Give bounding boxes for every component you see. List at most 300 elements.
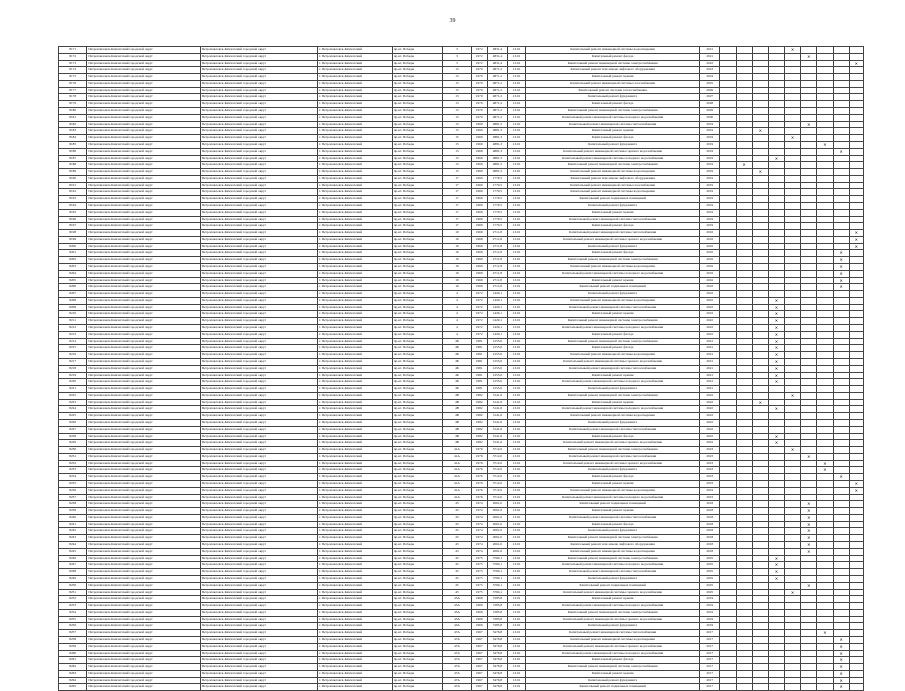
- cell-settlement: Петропавловск-Камчатский городской округ: [200, 508, 317, 515]
- cell-house-number: 19: [443, 277, 471, 284]
- mark-cell: [752, 542, 768, 549]
- cell-locality: г. Петропавловск-Камчатский: [317, 128, 392, 135]
- mark-cell: [785, 487, 801, 494]
- mark-x-icon: ✕: [768, 372, 784, 379]
- cell-locality: г. Петропавловск-Камчатский: [317, 114, 392, 121]
- cell-street: пр-кт. Победы: [392, 148, 443, 155]
- mark-cell: [736, 514, 752, 521]
- cell-street: пр-кт. Победы: [392, 196, 443, 203]
- mark-cell: [720, 250, 736, 257]
- cell-locality: г. Петропавловск-Камчатский: [317, 535, 392, 542]
- table-row: [59, 141, 864, 148]
- mark-cell: [752, 630, 768, 637]
- mark-cell: [736, 582, 752, 589]
- mark-cell: [833, 345, 849, 352]
- cell-street: пр-кт. Победы: [392, 162, 443, 169]
- cell-work-type: Капитальный ремонт фасада: [526, 135, 700, 142]
- mark-cell: [833, 87, 849, 94]
- cell-locality: г. Петропавловск-Камчатский: [317, 528, 392, 535]
- cell-row-id: 8176: [59, 80, 87, 87]
- mark-cell: [785, 175, 801, 182]
- mark-cell: [849, 358, 863, 365]
- cell-municipality: Петропавловск-Камчатский городской округ: [87, 528, 200, 535]
- cell-municipality: Петропавловск-Камчатский городской округ: [87, 162, 200, 169]
- cell-municipality: Петропавловск-Камчатский городской округ: [87, 453, 200, 460]
- mark-cell: [736, 419, 752, 426]
- mark-cell: [817, 155, 833, 162]
- cell-plan-year: 2018: [700, 521, 720, 528]
- mark-cell: [817, 243, 833, 250]
- mark-cell: [817, 372, 833, 379]
- mark-cell: [833, 508, 849, 515]
- mark-cell: [849, 413, 863, 420]
- cell-locality: г. Петропавловск-Камчатский: [317, 494, 392, 501]
- cell-area: 7285,8: [487, 616, 507, 623]
- mark-cell: [785, 169, 801, 176]
- cell-street: пр-кт. Победы: [392, 426, 443, 433]
- cell-build-year: 1969: [471, 603, 487, 610]
- mark-cell: [817, 440, 833, 447]
- cell-street: пр-кт. Победы: [392, 440, 443, 447]
- cell-street: пр-кт. Победы: [392, 386, 443, 393]
- mark-cell: [849, 101, 863, 108]
- cell-house-number: 43: [443, 535, 471, 542]
- cell-street: пр-кт. Победы: [392, 236, 443, 243]
- mark-cell: [785, 189, 801, 196]
- cell-house-number: 47А: [443, 677, 471, 684]
- cell-settlement: Петропавловск-Камчатский городской округ: [200, 474, 317, 481]
- cell-code: 13.01: [507, 236, 525, 243]
- mark-cell: [817, 453, 833, 460]
- mark-cell: [817, 47, 833, 54]
- cell-house-number: 4: [443, 318, 471, 325]
- mark-cell: [736, 47, 752, 54]
- mark-cell: [736, 189, 752, 196]
- cell-plan-year: 2018: [700, 514, 720, 521]
- mark-cell: [849, 345, 863, 352]
- mark-cell: [720, 460, 736, 467]
- cell-code: 13.01: [507, 128, 525, 135]
- mark-cell: [752, 413, 768, 420]
- mark-cell: [801, 87, 817, 94]
- cell-area: 2061,0: [487, 542, 507, 549]
- mark-cell: [752, 182, 768, 189]
- mark-cell: [817, 569, 833, 576]
- cell-plan-year: 2017: [700, 630, 720, 637]
- mark-cell: [785, 291, 801, 298]
- mark-cell: [736, 74, 752, 81]
- cell-build-year: 1974: [471, 501, 487, 508]
- cell-area: 4881,3: [487, 169, 507, 176]
- cell-work-type: Капитальный ремонт инженерной системы холодного водоснабжения: [526, 379, 700, 386]
- mark-cell: [817, 60, 833, 67]
- cell-settlement: Петропавловск-Камчатский городской округ: [200, 406, 317, 413]
- cell-municipality: Петропавловск-Камчатский городской округ: [87, 74, 200, 81]
- mark-cell: [817, 677, 833, 684]
- cell-row-id: 8204: [59, 270, 87, 277]
- cell-row-id: 8243: [59, 535, 87, 542]
- mark-cell: [849, 419, 863, 426]
- cell-code: 13.01: [507, 338, 525, 345]
- cell-work-type: Капитальный ремонт крыши: [526, 74, 700, 81]
- mark-cell: [801, 60, 817, 67]
- mark-cell: [833, 94, 849, 101]
- mark-cell: [752, 569, 768, 576]
- cell-locality: г. Петропавловск-Камчатский: [317, 575, 392, 582]
- cell-code: 13.01: [507, 270, 525, 277]
- cell-street: пр-кт. Победы: [392, 467, 443, 474]
- cell-code: 13.01: [507, 372, 525, 379]
- cell-street: пр-кт. Победы: [392, 345, 443, 352]
- mark-cell: [833, 243, 849, 250]
- cell-area: 1779,5: [487, 202, 507, 209]
- cell-area: 1255,0: [487, 379, 507, 386]
- cell-row-id: 8217: [59, 358, 87, 365]
- cell-build-year: 1982: [471, 406, 487, 413]
- cell-municipality: Петропавловск-Камчатский городской округ: [87, 508, 200, 515]
- cell-code: 13.01: [507, 114, 525, 121]
- table-row: [59, 108, 864, 115]
- cell-plan-year: 2019: [700, 189, 720, 196]
- cell-plan-year: 2021: [700, 372, 720, 379]
- cell-house-number: 19: [443, 257, 471, 264]
- mark-cell: [752, 257, 768, 264]
- cell-build-year: 1970: [471, 101, 487, 108]
- cell-municipality: Петропавловск-Камчатский городской округ: [87, 331, 200, 338]
- cell-work-type: Капитальный ремонт крыши: [526, 508, 700, 515]
- cell-locality: г. Петропавловск-Камчатский: [317, 121, 392, 128]
- cell-build-year: 1970: [471, 108, 487, 115]
- mark-cell: [817, 603, 833, 610]
- mark-cell: [849, 379, 863, 386]
- cell-locality: г. Петропавловск-Камчатский: [317, 406, 392, 413]
- cell-street: пр-кт. Победы: [392, 352, 443, 359]
- cell-build-year: 1974: [471, 514, 487, 521]
- mark-cell: [720, 569, 736, 576]
- cell-work-type: Капитальный ремонт фундамента: [526, 467, 700, 474]
- cell-row-id: 8242: [59, 528, 87, 535]
- mark-cell: [817, 94, 833, 101]
- cell-settlement: Петропавловск-Камчатский городской округ: [200, 325, 317, 332]
- mark-cell: [720, 331, 736, 338]
- cell-area: 4881,3: [487, 128, 507, 135]
- cell-code: 13.01: [507, 433, 525, 440]
- mark-cell: [817, 135, 833, 142]
- mark-cell: [833, 236, 849, 243]
- cell-row-id: 8254: [59, 609, 87, 616]
- mark-cell: [849, 162, 863, 169]
- mark-cell: [768, 413, 784, 420]
- cell-settlement: Петропавловск-Камчатский городской округ: [200, 589, 317, 596]
- mark-x-icon: ✕: [833, 270, 849, 277]
- mark-cell: [833, 74, 849, 81]
- mark-x-icon: ✕: [736, 162, 752, 169]
- cell-plan-year: 2022: [700, 304, 720, 311]
- mark-x-icon: ✕: [801, 542, 817, 549]
- cell-row-id: 8178: [59, 94, 87, 101]
- mark-cell: [817, 53, 833, 60]
- cell-settlement: Петропавловск-Камчатский городской округ: [200, 569, 317, 576]
- cell-house-number: 17: [443, 189, 471, 196]
- cell-row-id: 8259: [59, 643, 87, 650]
- mark-cell: [736, 501, 752, 508]
- mark-cell: [736, 60, 752, 67]
- mark-cell: [720, 101, 736, 108]
- cell-code: 13.01: [507, 47, 525, 54]
- cell-street: пр-кт. Победы: [392, 406, 443, 413]
- cell-locality: г. Петропавловск-Камчатский: [317, 487, 392, 494]
- works-table-container: [58, 46, 864, 690]
- mark-cell: [801, 433, 817, 440]
- table-row: [59, 358, 864, 365]
- cell-plan-year: 2024: [700, 74, 720, 81]
- cell-area: 5476,8: [487, 657, 507, 664]
- cell-street: пр-кт. Победы: [392, 169, 443, 176]
- mark-cell: [736, 53, 752, 60]
- table-row: [59, 372, 864, 379]
- mark-cell: [720, 94, 736, 101]
- cell-area: 4871,2: [487, 80, 507, 87]
- mark-cell: [833, 108, 849, 115]
- cell-build-year: 1969: [471, 182, 487, 189]
- cell-plan-year: 2022: [700, 399, 720, 406]
- cell-area: 5476,8: [487, 670, 507, 677]
- cell-row-id: 8194: [59, 202, 87, 209]
- mark-cell: [833, 338, 849, 345]
- cell-work-type: Капитальный ремонт инженерной системы электроснабжения: [526, 609, 700, 616]
- cell-row-id: 8208: [59, 297, 87, 304]
- mark-cell: [801, 80, 817, 87]
- cell-row-id: 8221: [59, 386, 87, 393]
- cell-locality: г. Петропавловск-Камчатский: [317, 216, 392, 223]
- mark-cell: [801, 291, 817, 298]
- mark-cell: [849, 426, 863, 433]
- cell-build-year: 1969: [471, 189, 487, 196]
- cell-house-number: 4В: [443, 419, 471, 426]
- mark-cell: [801, 345, 817, 352]
- cell-code: 13.01: [507, 650, 525, 657]
- mark-cell: [720, 399, 736, 406]
- mark-cell: [768, 270, 784, 277]
- mark-cell: [817, 264, 833, 271]
- cell-row-id: 8234: [59, 474, 87, 481]
- mark-cell: [752, 304, 768, 311]
- cell-settlement: Петропавловск-Камчатский городской округ: [200, 216, 317, 223]
- cell-row-id: 8226: [59, 419, 87, 426]
- mark-cell: [720, 318, 736, 325]
- mark-cell: [785, 582, 801, 589]
- cell-plan-year: 2017: [700, 636, 720, 643]
- cell-locality: г. Петропавловск-Камчатский: [317, 548, 392, 555]
- mark-cell: [801, 331, 817, 338]
- mark-cell: [720, 677, 736, 684]
- cell-build-year: 1981: [471, 379, 487, 386]
- cell-row-id: 8246: [59, 555, 87, 562]
- mark-cell: [785, 209, 801, 216]
- mark-cell: [817, 318, 833, 325]
- cell-build-year: 1970: [471, 87, 487, 94]
- cell-locality: г. Петропавловск-Камчатский: [317, 426, 392, 433]
- mark-cell: [849, 474, 863, 481]
- mark-cell: [817, 345, 833, 352]
- cell-code: 13.01: [507, 74, 525, 81]
- cell-house-number: 4: [443, 311, 471, 318]
- mark-cell: [752, 535, 768, 542]
- cell-row-id: 8219: [59, 372, 87, 379]
- cell-house-number: 43: [443, 521, 471, 528]
- cell-locality: г. Петропавловск-Камчатский: [317, 616, 392, 623]
- cell-area: 4831,4: [487, 60, 507, 67]
- cell-settlement: Петропавловск-Камчатский городской округ: [200, 433, 317, 440]
- cell-municipality: Петропавловск-Камчатский городской округ: [87, 684, 200, 691]
- cell-locality: г. Петропавловск-Камчатский: [317, 223, 392, 230]
- cell-street: пр-кт. Победы: [392, 47, 443, 54]
- cell-build-year: 1975: [471, 582, 487, 589]
- mark-cell: [833, 182, 849, 189]
- mark-cell: [768, 650, 784, 657]
- mark-cell: [833, 548, 849, 555]
- cell-municipality: Петропавловск-Камчатский городской округ: [87, 609, 200, 616]
- mark-x-icon: ✕: [752, 399, 768, 406]
- cell-work-type: Капитальный ремонт инженерной системы теплоснабжения: [526, 121, 700, 128]
- mark-cell: [833, 175, 849, 182]
- cell-build-year: 1972: [471, 311, 487, 318]
- mark-cell: [833, 453, 849, 460]
- mark-cell: [833, 616, 849, 623]
- cell-street: пр-кт. Победы: [392, 297, 443, 304]
- cell-street: пр-кт. Победы: [392, 589, 443, 596]
- cell-work-type: Капитальный ремонт подвальных помещений: [526, 501, 700, 508]
- cell-work-type: Капитальный ремонт системы теплоснабжения: [526, 87, 700, 94]
- mark-cell: [720, 386, 736, 393]
- cell-plan-year: 2023: [700, 487, 720, 494]
- cell-settlement: Петропавловск-Камчатский городской округ: [200, 453, 317, 460]
- mark-cell: [768, 141, 784, 148]
- cell-house-number: 4В: [443, 413, 471, 420]
- mark-cell: [736, 148, 752, 155]
- cell-municipality: Петропавловск-Камчатский городской округ: [87, 67, 200, 74]
- cell-row-id: 8180: [59, 108, 87, 115]
- cell-municipality: Петропавловск-Камчатский городской округ: [87, 494, 200, 501]
- cell-municipality: Петропавловск-Камчатский городской округ: [87, 250, 200, 257]
- mark-cell: [768, 643, 784, 650]
- mark-cell: [817, 447, 833, 454]
- cell-code: 13.01: [507, 575, 525, 582]
- mark-cell: [849, 501, 863, 508]
- cell-area: 3141,6: [487, 406, 507, 413]
- mark-cell: [801, 135, 817, 142]
- cell-area: 3141,6: [487, 440, 507, 447]
- cell-code: 13.01: [507, 582, 525, 589]
- mark-cell: [817, 508, 833, 515]
- cell-locality: г. Петропавловск-Камчатский: [317, 80, 392, 87]
- cell-row-id: 8198: [59, 230, 87, 237]
- cell-locality: г. Петропавловск-Камчатский: [317, 284, 392, 291]
- mark-cell: [849, 440, 863, 447]
- cell-locality: г. Петропавловск-Камчатский: [317, 325, 392, 332]
- mark-cell: [736, 406, 752, 413]
- mark-cell: [752, 616, 768, 623]
- table-row: [59, 318, 864, 325]
- cell-code: 13.01: [507, 304, 525, 311]
- cell-house-number: 17: [443, 175, 471, 182]
- mark-cell: [833, 318, 849, 325]
- cell-street: пр-кт. Победы: [392, 175, 443, 182]
- mark-x-icon: ✕: [849, 481, 863, 488]
- works-table: [58, 46, 864, 691]
- mark-cell: [785, 257, 801, 264]
- cell-plan-year: 2019: [700, 135, 720, 142]
- cell-plan-year: 2016: [700, 230, 720, 237]
- mark-cell: [785, 474, 801, 481]
- mark-cell: [849, 148, 863, 155]
- cell-area: 7285,8: [487, 596, 507, 603]
- cell-municipality: Петропавловск-Камчатский городской округ: [87, 182, 200, 189]
- mark-cell: [752, 406, 768, 413]
- mark-cell: [752, 589, 768, 596]
- cell-street: пр-кт. Победы: [392, 114, 443, 121]
- cell-row-id: 8187: [59, 155, 87, 162]
- mark-cell: [785, 548, 801, 555]
- table-row: [59, 569, 864, 576]
- cell-street: пр-кт. Победы: [392, 250, 443, 257]
- cell-plan-year: 2019: [700, 155, 720, 162]
- table-row: [59, 650, 864, 657]
- mark-cell: [752, 141, 768, 148]
- cell-locality: г. Петропавловск-Камчатский: [317, 365, 392, 372]
- cell-work-type: Капитальный ремонт фасада: [526, 433, 700, 440]
- mark-cell: [768, 630, 784, 637]
- cell-work-type: Капитальный ремонт фундамента: [526, 94, 700, 101]
- mark-cell: [801, 386, 817, 393]
- mark-x-icon: ✕: [768, 297, 784, 304]
- cell-area: 3141,6: [487, 413, 507, 420]
- mark-cell: [833, 297, 849, 304]
- cell-locality: г. Петропавловск-Камчатский: [317, 440, 392, 447]
- mark-cell: [801, 419, 817, 426]
- mark-x-icon: ✕: [768, 331, 784, 338]
- cell-plan-year: 2023: [700, 481, 720, 488]
- mark-cell: [833, 582, 849, 589]
- mark-cell: [833, 162, 849, 169]
- mark-cell: [768, 114, 784, 121]
- cell-plan-year: 2019: [700, 162, 720, 169]
- mark-cell: [720, 148, 736, 155]
- mark-cell: [785, 358, 801, 365]
- mark-cell: [817, 114, 833, 121]
- cell-row-id: 8203: [59, 264, 87, 271]
- mark-cell: [817, 101, 833, 108]
- cell-work-type: Капитальный ремонт инженерной системы электроснабжения: [526, 447, 700, 454]
- cell-row-id: 8232: [59, 460, 87, 467]
- mark-cell: [768, 162, 784, 169]
- mark-cell: [736, 318, 752, 325]
- mark-cell: [801, 47, 817, 54]
- cell-house-number: 3: [443, 47, 471, 54]
- cell-locality: г. Петропавловск-Камчатский: [317, 636, 392, 643]
- mark-x-icon: ✕: [801, 582, 817, 589]
- mark-cell: [768, 474, 784, 481]
- cell-plan-year: 2022: [700, 325, 720, 332]
- cell-house-number: 4: [443, 304, 471, 311]
- cell-code: 13.01: [507, 216, 525, 223]
- mark-cell: [720, 487, 736, 494]
- cell-municipality: Петропавловск-Камчатский городской округ: [87, 202, 200, 209]
- cell-work-type: Капитальный ремонт фундамента: [526, 677, 700, 684]
- cell-work-type: Капитальный ремонт или замена лифтового оборудования: [526, 542, 700, 549]
- cell-municipality: Петропавловск-Камчатский городской округ: [87, 677, 200, 684]
- mark-cell: [833, 521, 849, 528]
